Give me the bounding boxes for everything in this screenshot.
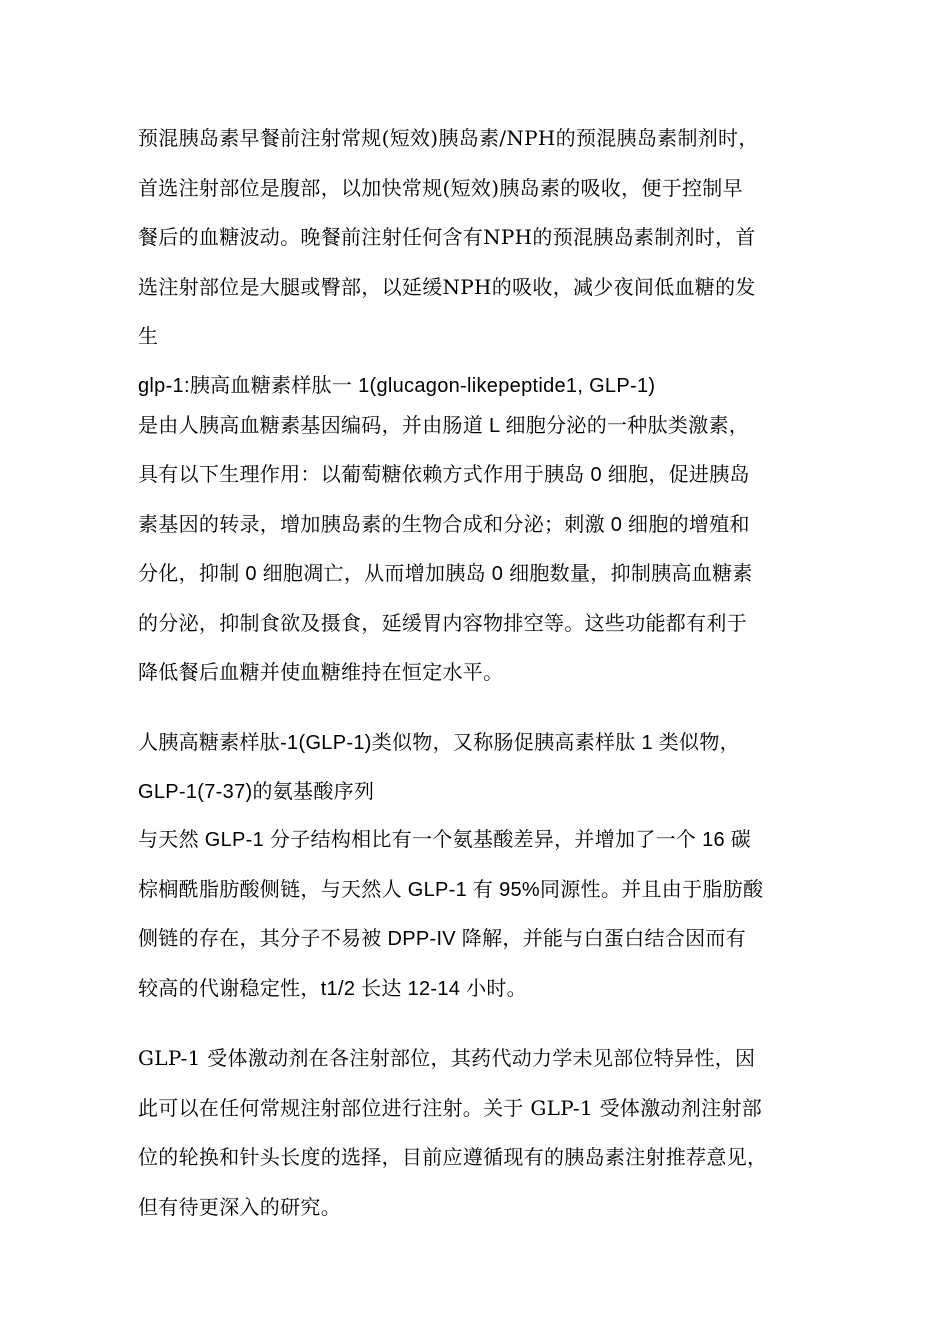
text-line: 与天然 GLP-1 分子结构相比有一个氨基酸差异，并增加了一个 16 碳 (138, 829, 752, 851)
text-line: 棕榈酰脂肪酸侧链，与天然人 GLP-1 有 95%同源性。并且由于脂肪酸 (138, 878, 764, 901)
text-line: 餐后的血糖波动。晚餐前注射任何含有NPH的预混胰岛素制剂时，首 (138, 225, 756, 249)
text-line: 预混胰岛素早餐前注射常规(短效)胰岛素/NPH的预混胰岛素制剂时， (138, 126, 759, 150)
text-line: 位的轮换和针头长度的选择，目前应遵循现有的胰岛素注射推荐意见， (138, 1145, 768, 1169)
heading-amino-acid-sequence (138, 772, 818, 812)
text-line: 降低餐后血糖并使血糖维持在恒定水平。 (138, 662, 504, 684)
text-line: 较高的代谢稳定性，t1/2 长达 12-14 小时。 (138, 977, 527, 1000)
text-line: 选注射部位是大腿或臀部，以延缓NPH的吸收，减少夜间低血糖的发 (138, 274, 756, 299)
paragraph-glp1-physiology (138, 402, 818, 699)
heading-glp1-definition (138, 366, 818, 406)
paragraph-premixed-insulin (138, 114, 818, 362)
paragraph-injection-site (138, 1034, 818, 1232)
text-line: 的分泌，抑制食欲及摄食，延缓胃内容物排空等。这些功能都有利于 (138, 612, 747, 635)
document-page (138, 114, 818, 1232)
text-line: 具有以下生理作用：以葡萄糖依赖方式作用于胰岛 0 细胞，促进胰岛 (138, 464, 750, 486)
text-line: GLP-1(7-37)的氨基酸序列 (138, 781, 375, 803)
text-line: 素基因的转录，增加胰岛素的生物合成和分泌；刺激 0 细胞的增殖和 (138, 513, 750, 536)
text-line: glp-1:胰高血糖素样肽一 1(glucagon-likepeptide1, GLP-1) (138, 374, 656, 397)
text-line: 人胰高糖素样肽-1(GLP-1)类似物，又称肠促胰高素样肽 1 类似物， (138, 731, 740, 754)
text-line: 首选注射部位是腹部，以加快常规(短效)胰岛素的吸收，便于控制早 (138, 175, 743, 200)
text-line: 是由人胰高血糖素基因编码，并由肠道 L 细胞分泌的一种肽类激素， (138, 414, 750, 437)
paragraph-structure-difference (138, 816, 818, 1014)
text-line: 侧链的存在，其分子不易被 DPP-IV 降解，并能与白蛋白结合因而有 (138, 928, 746, 950)
text-line: 生 (138, 324, 159, 348)
text-line: 但有待更深入的研究。 (138, 1194, 341, 1219)
paragraph-glp1-analogue (138, 719, 818, 769)
text-line: 此可以在任何常规注射部位进行注射。关于 GLP-1 受体激动剂注射部 (138, 1095, 763, 1120)
text-line: GLP-1 受体激动剂在各注射部位，其药代动力学未见部位特异性，因 (138, 1046, 756, 1070)
text-line: 分化，抑制 0 细胞凋亡，从而增加胰岛 0 细胞数量，抑制胰高血糖素 (138, 563, 753, 585)
